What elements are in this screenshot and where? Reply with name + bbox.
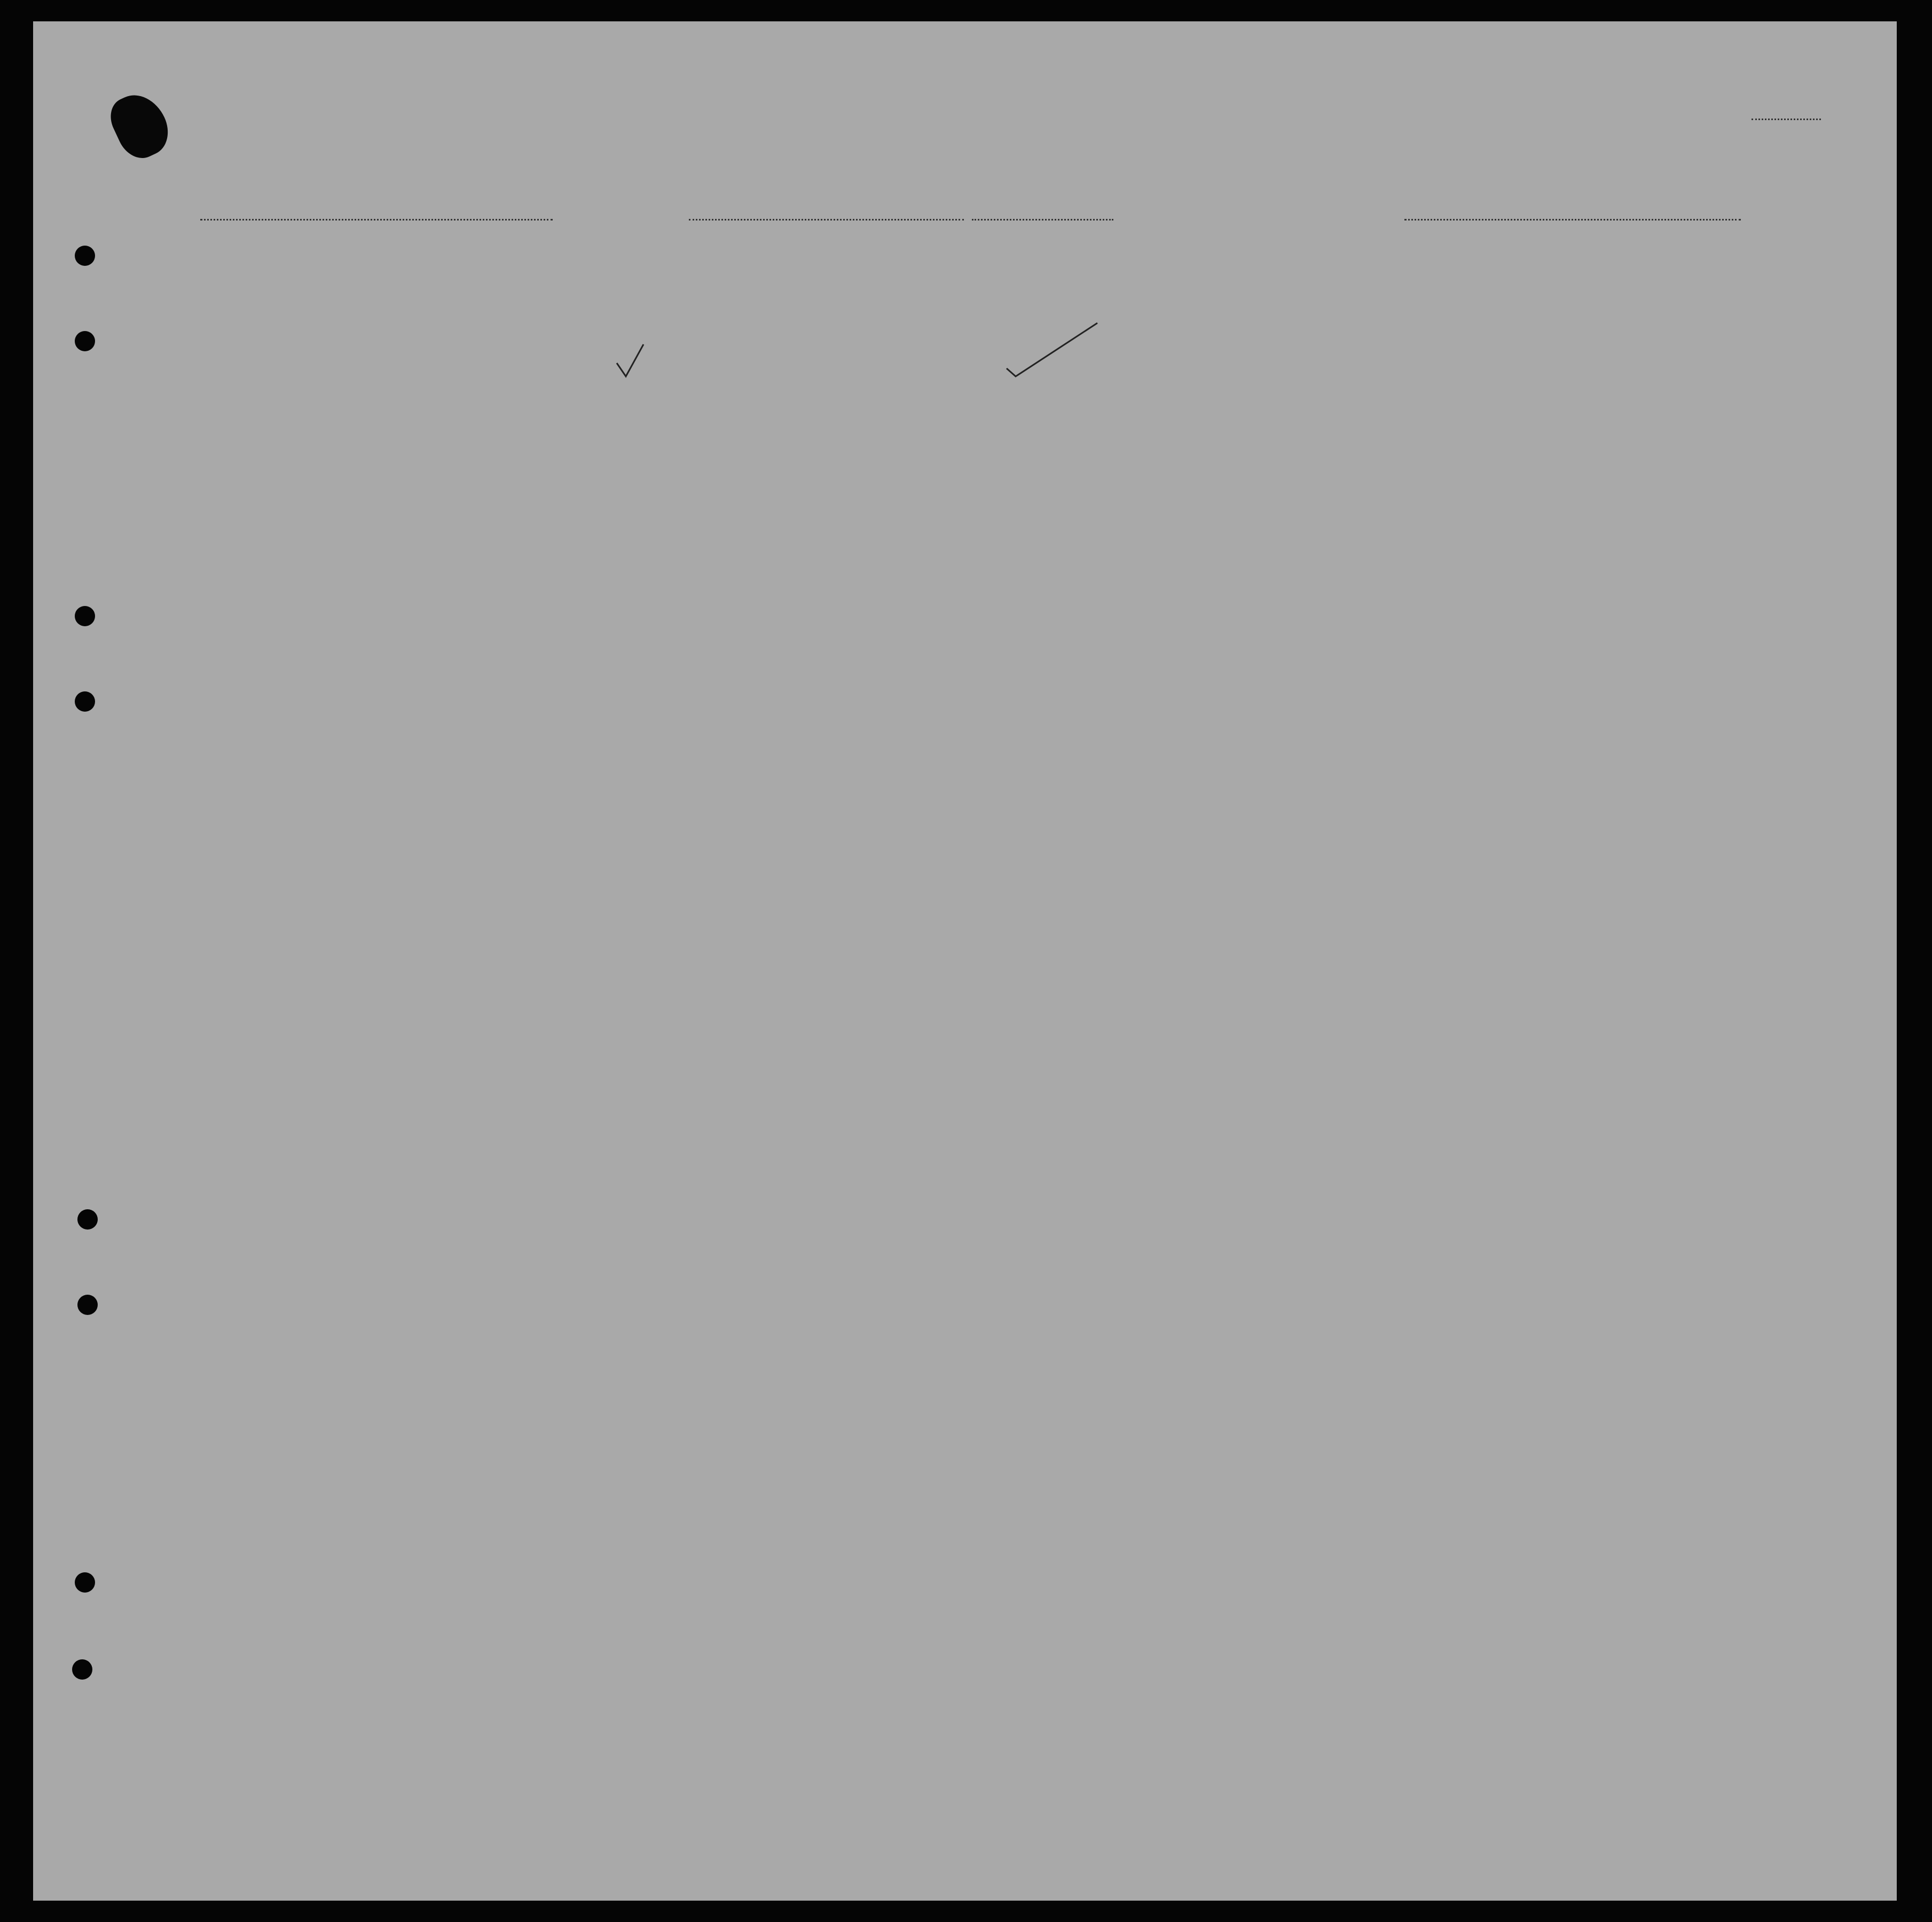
punch-hole [75,331,95,351]
punch-hole [75,246,95,266]
punch-hole [75,1572,95,1593]
punch-hole [77,1209,98,1230]
punch-hole [75,691,95,712]
punch-hole [77,1295,98,1315]
punch-hole [72,1659,92,1680]
checkmark-icon-2 [1004,320,1100,379]
checkmark-icon [614,342,646,379]
punch-hole [75,606,95,626]
